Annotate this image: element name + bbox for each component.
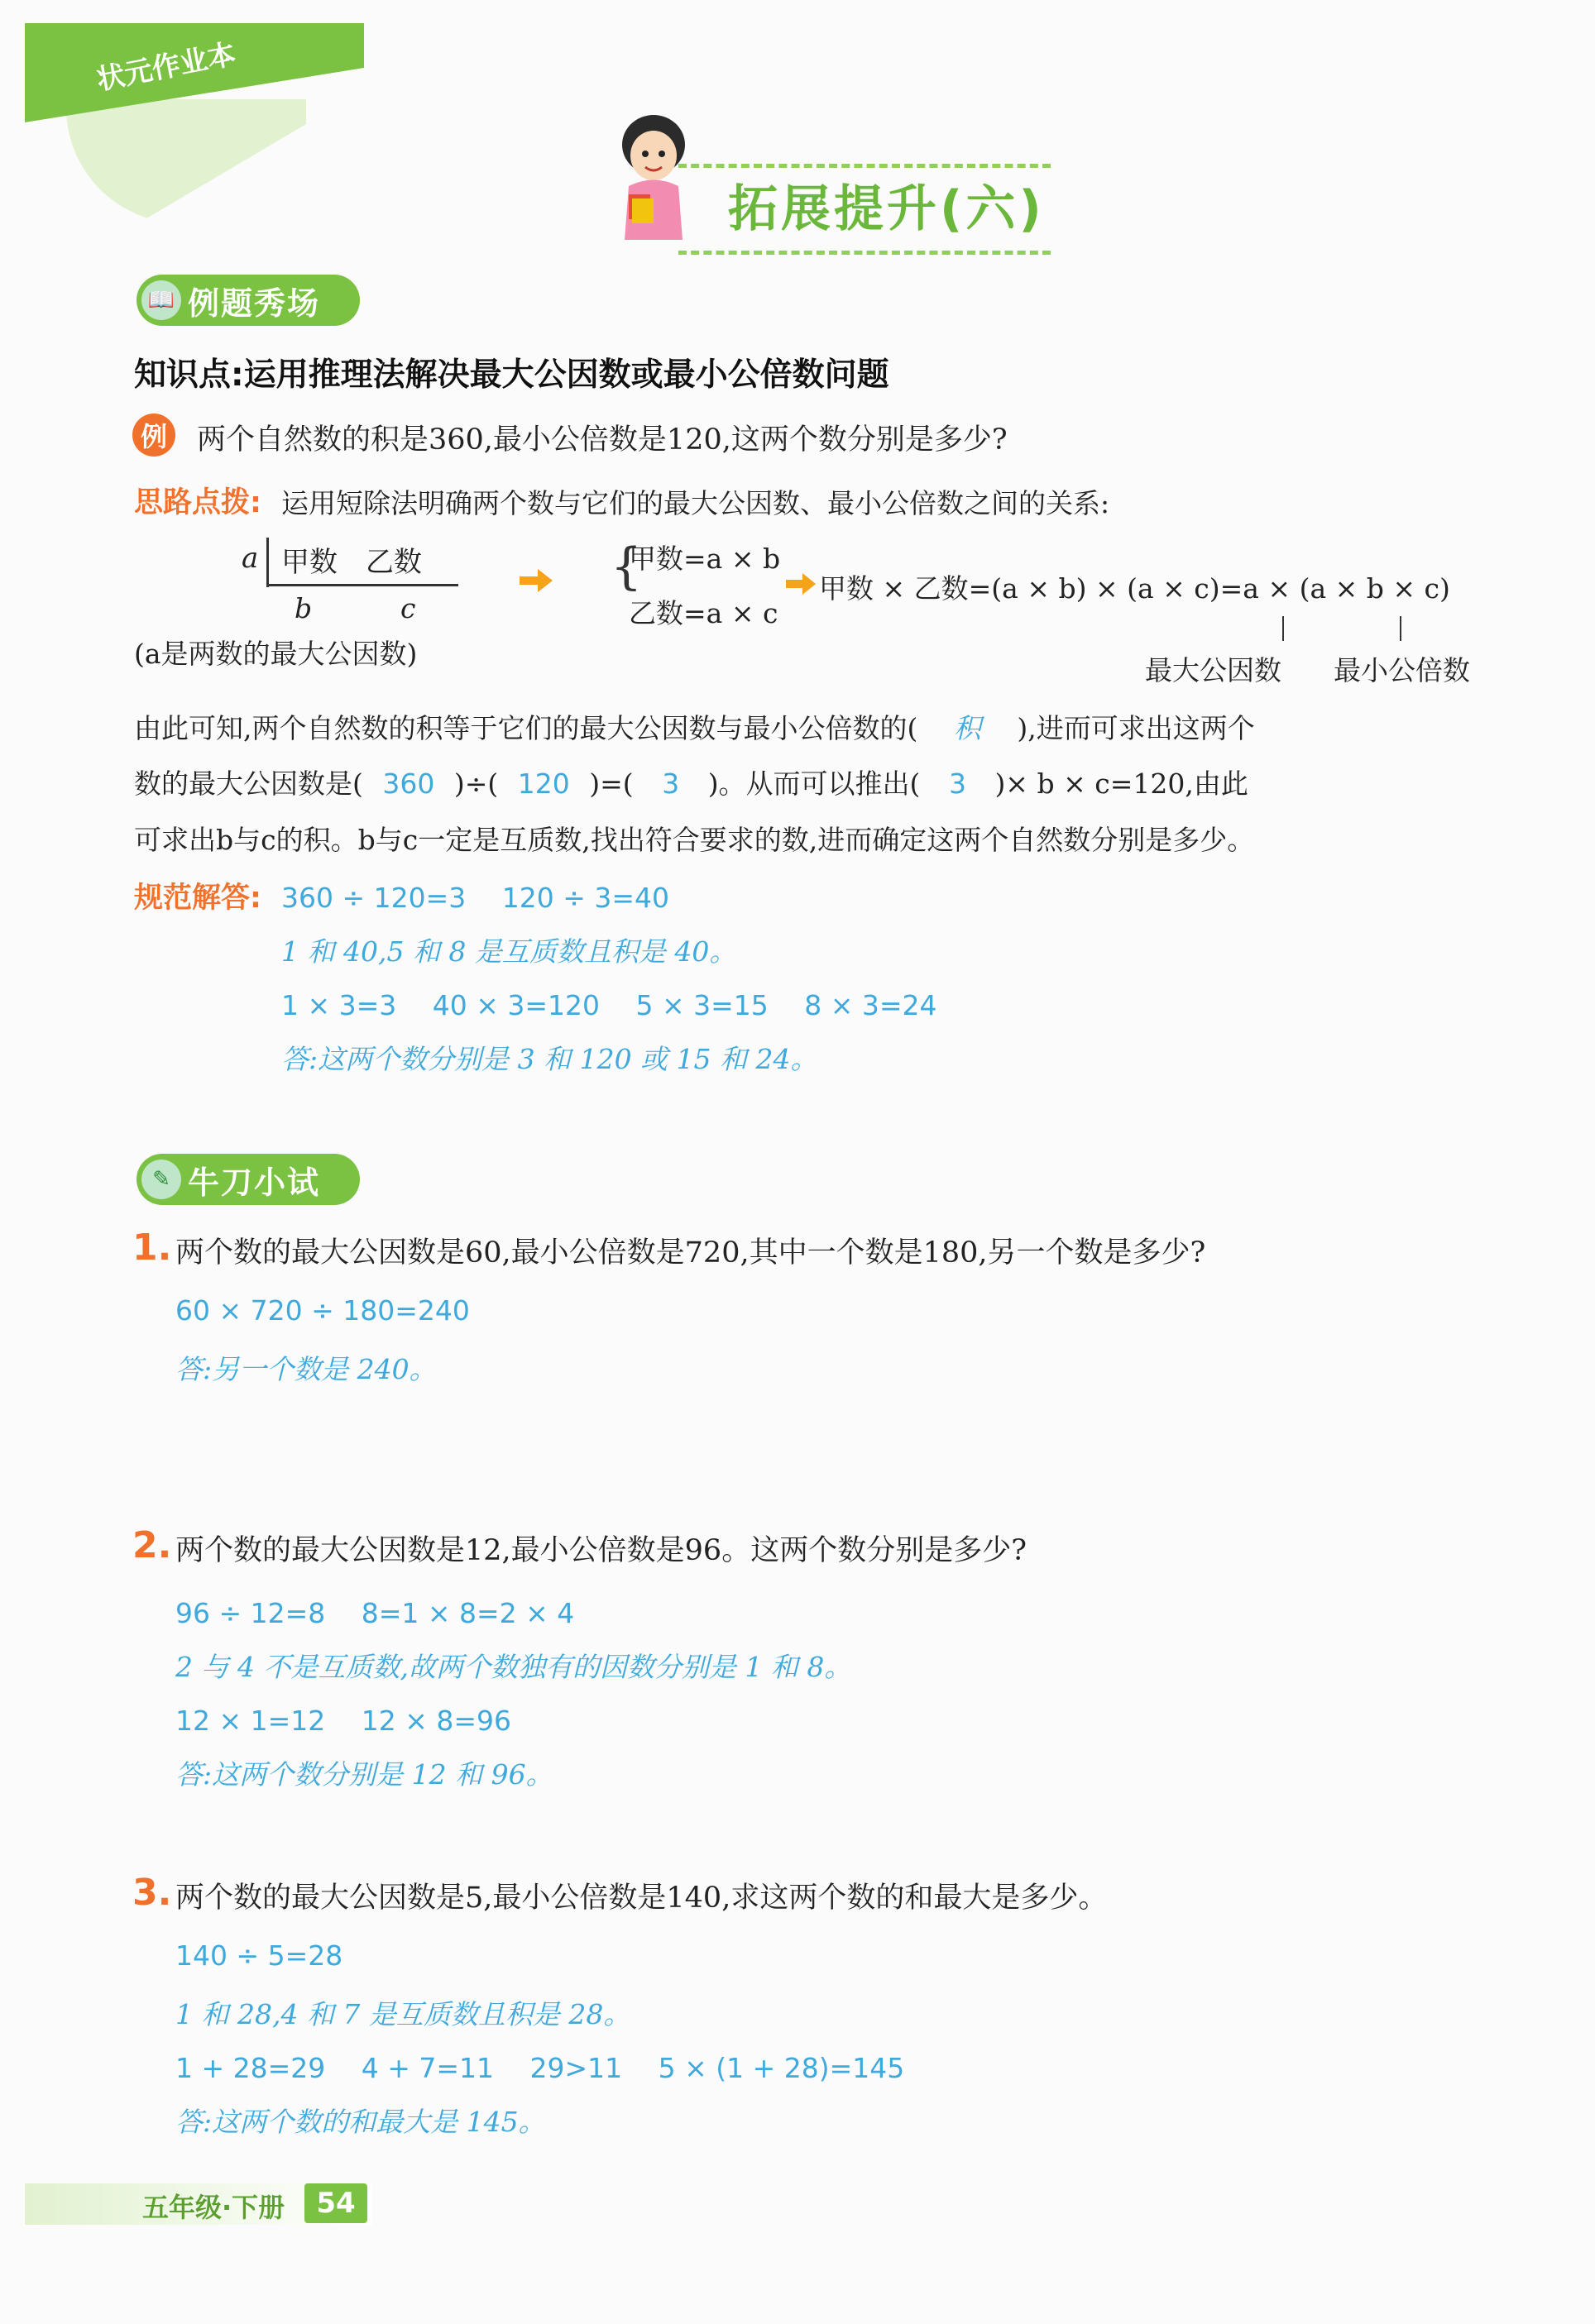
book-icon: 📖 — [141, 280, 181, 320]
answer-line: 答:另一个数是 240。 — [175, 1353, 437, 1385]
question-text: 两个数的最大公因数是12,最小公倍数是96。这两个数分别是多少? — [175, 1534, 1027, 1567]
question-text: 两个数的最大公因数是60,最小公倍数是720,其中一个数是180,另一个数是多少? — [175, 1236, 1206, 1270]
page-number: 54 — [304, 2183, 367, 2223]
practice-section-label: 牛刀小试 — [188, 1164, 321, 1201]
answer-blank: 3 — [662, 767, 680, 800]
knowledge-point: 知识点:运用推理法解决最大公因数或最小公倍数问题 — [134, 356, 889, 394]
answer-line: 答:这两个数分别是 12 和 96。 — [175, 1758, 553, 1791]
solution-line: 1 和 40,5 和 8 是互质数且积是 40。 — [281, 935, 737, 968]
lcm-label: 最小公倍数 — [1334, 654, 1470, 686]
answer-blank: 积 — [953, 712, 981, 744]
arrow-right-icon — [786, 573, 816, 595]
text-segment: )÷( — [453, 767, 499, 800]
question-text: 两个数的最大公因数是5,最小公倍数是140,求这两个数的和最大是多少。 — [175, 1882, 1108, 1915]
explanation-line-3: 可求出b与c的积。b与c一定是互质数,找出符合要求的数,进而确定这两个自然数分别是多少。 — [134, 824, 1255, 856]
divisor-a: a — [242, 542, 259, 575]
text-segment: )。从而可以推出( — [707, 767, 921, 800]
solution-line: 360 ÷ 120=3 120 ÷ 3=40 — [281, 882, 669, 914]
solution-line: 1 × 3=3 40 × 3=120 5 × 3=15 8 × 3=24 — [281, 989, 937, 1021]
text-segment: )× b × c=120,由此 — [994, 767, 1248, 800]
explanation-line-1 — [134, 707, 1255, 746]
text-segment: 由此可知,两个自然数的积等于它们的最大公因数与最小公倍数的( — [134, 712, 918, 744]
diagram-note: (a是两数的最大公因数) — [134, 638, 418, 670]
division-line — [266, 584, 458, 586]
hint-text: 运用短除法明确两个数与它们的最大公因数、最小公倍数之间的关系: — [281, 487, 1110, 519]
quotient-c: c — [400, 592, 416, 624]
solution-line: 答:这两个数分别是 3 和 120 或 15 和 24。 — [281, 1043, 818, 1075]
text-segment: 数的最大公因数是( — [134, 767, 363, 800]
answer-line: 12 × 1=12 12 × 8=96 — [175, 1705, 512, 1737]
question-number: 2. — [132, 1524, 172, 1566]
text-segment: )=( — [589, 767, 634, 800]
top-row: 甲数 乙数 — [281, 546, 422, 579]
eq-jia: 甲数=a × b — [629, 543, 781, 575]
example-question: 两个自然数的积是360,最小公倍数是120,这两个数分别是多少? — [197, 423, 1008, 457]
answer-line: 96 ÷ 12=8 8=1 × 8=2 × 4 — [175, 1597, 575, 1629]
answer-line: 2 与 4 不是互质数,故两个数独有的因数分别是 1 和 8。 — [175, 1651, 852, 1683]
example-section-label: 例题秀场 — [188, 285, 321, 322]
example-section-header — [137, 275, 360, 326]
answer-line: 60 × 720 ÷ 180=240 — [175, 1294, 470, 1327]
quotient-b: b — [295, 592, 313, 624]
question-number: 1. — [132, 1227, 172, 1269]
lcm-arrow — [1400, 616, 1401, 641]
brace-icon: { — [611, 538, 643, 595]
answer-line: 答:这两个数的和最大是 145。 — [175, 2106, 546, 2138]
corner-decoration — [66, 99, 306, 223]
answer-blank: 3 — [948, 767, 966, 800]
answer-blank: 360 — [382, 767, 435, 800]
grade-label: 五年级·下册 — [142, 2192, 285, 2223]
answer-line: 1 + 28=29 4 + 7=11 29>11 5 × (1 + 28)=145 — [175, 2052, 905, 2084]
gcd-label: 最大公因数 — [1145, 654, 1281, 686]
brand-label: 状元作业本 — [93, 37, 239, 98]
question-number: 3. — [132, 1872, 172, 1914]
product-formula: 甲数 × 乙数=(a × b) × (a × c)=a × (a × b × c) — [819, 572, 1450, 605]
answer-line: 1 和 28,4 和 7 是互质数且积是 28。 — [175, 1998, 631, 2030]
division-bracket — [266, 538, 269, 587]
arrow-right-icon — [520, 569, 553, 592]
gcd-arrow — [1282, 616, 1284, 641]
page-title: 拓展提升(六) — [728, 180, 1045, 238]
answer-blank: 120 — [517, 767, 570, 800]
example-badge: 例 — [132, 414, 175, 457]
explanation-line-2 — [134, 763, 1248, 801]
eq-yi: 乙数=a × c — [629, 597, 778, 629]
practice-section-header — [137, 1154, 360, 1205]
pencil-icon: ✎ — [141, 1160, 181, 1199]
solution-label: 规范解答: — [134, 882, 261, 915]
text-segment: ),进而可求出这两个 — [1017, 712, 1255, 744]
hint-label: 思路点拨: — [134, 486, 261, 519]
answer-line: 140 ÷ 5=28 — [175, 1939, 343, 1972]
